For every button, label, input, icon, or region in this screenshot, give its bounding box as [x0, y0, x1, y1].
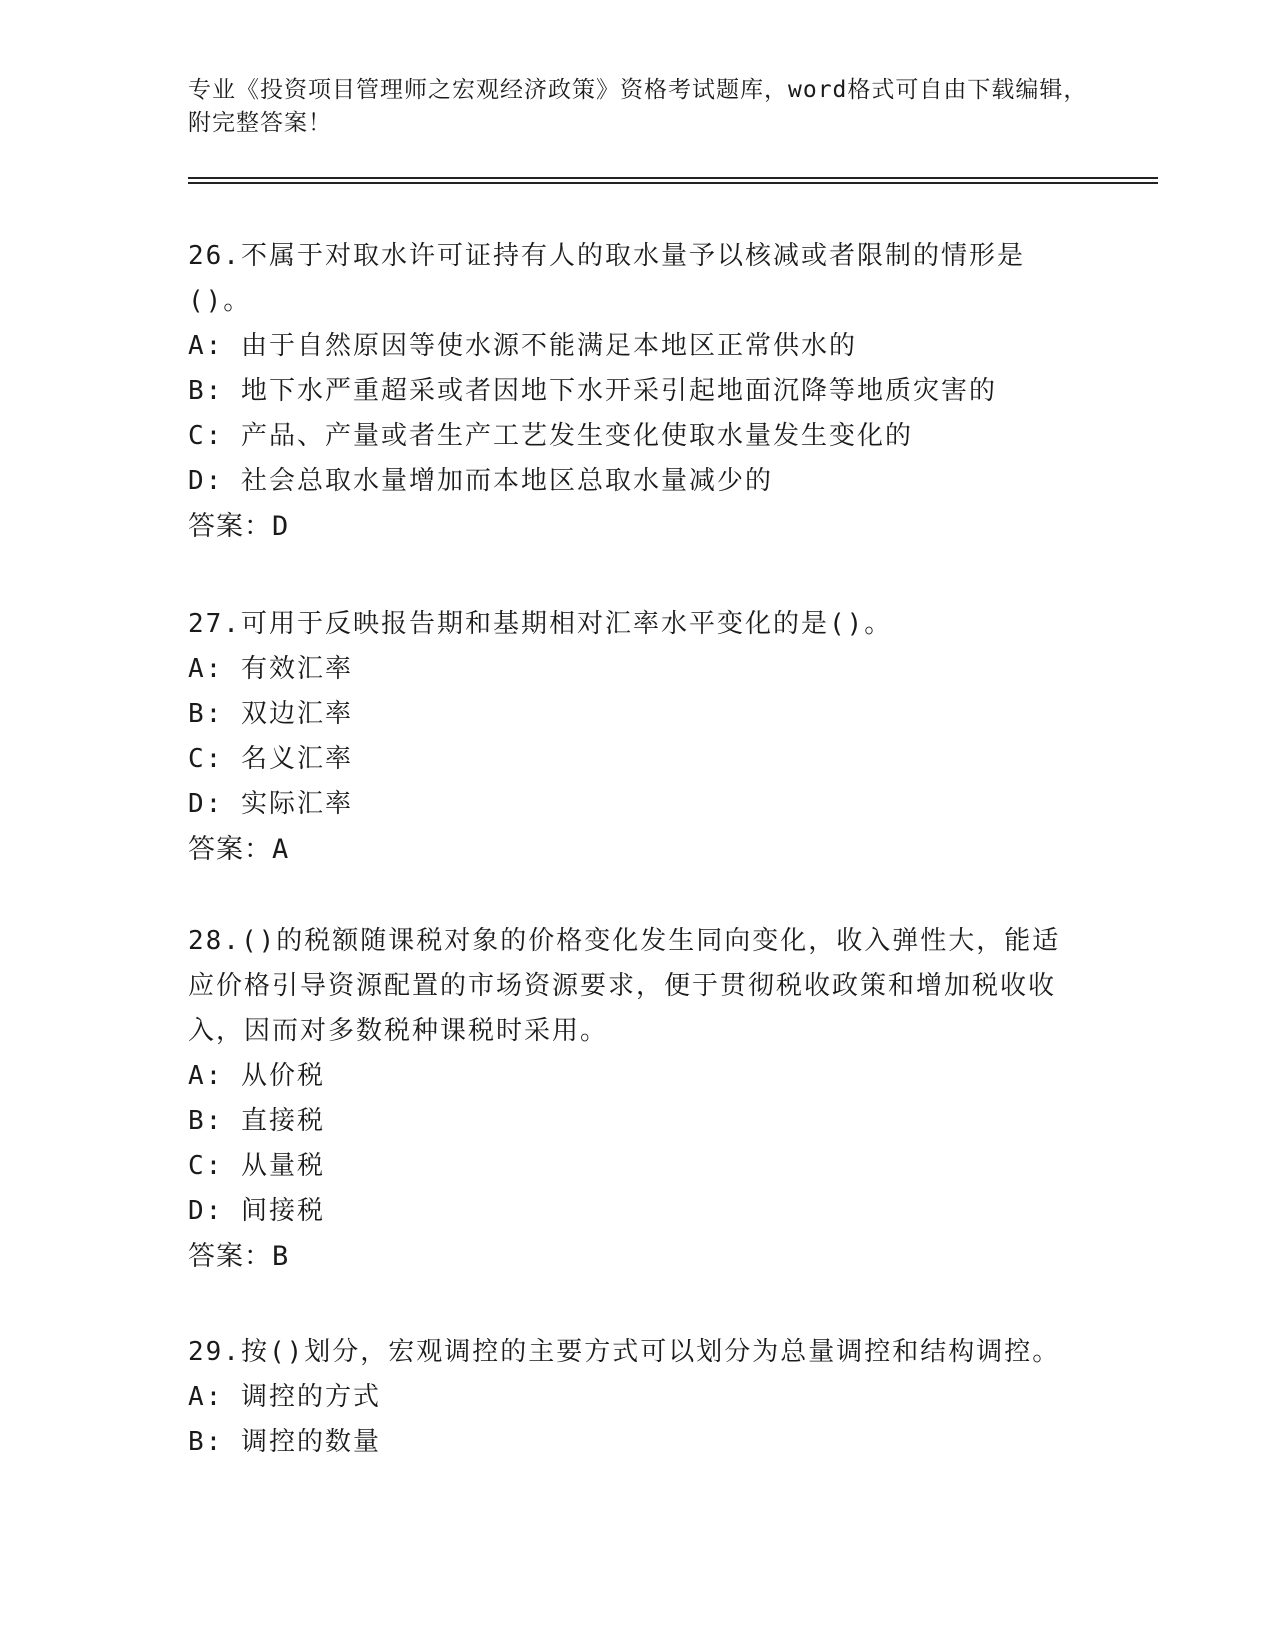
- option-a: A: 调控的方式: [188, 1382, 381, 1412]
- answer-line: [188, 504, 1088, 550]
- option-a: A: 从价税: [188, 1061, 325, 1091]
- option-c: C: 从量税: [188, 1151, 325, 1181]
- question-stem: 28.()的税额随课税对象的价格变化发生同向变化，收入弹性大，能适应价格引导资源配置的市场资源要求，便于贯彻税收政策和增加税收收入，因而对多数税种课税时采用。: [188, 926, 1061, 1046]
- option-b: B: 地下水严重超采或者因地下水开采引起地面沉降等地质灾害的: [188, 376, 997, 406]
- option-a: A: 由于自然原因等使水源不能满足本地区正常供水的: [188, 331, 857, 361]
- option-a: A: 有效汇率: [188, 654, 353, 684]
- header-divider-top: [188, 177, 1158, 179]
- option-d: D: 间接税: [188, 1196, 325, 1226]
- header-divider-bottom: [188, 182, 1158, 184]
- answer-value: D: [272, 511, 290, 542]
- option-c: C: 名义汇率: [188, 744, 353, 774]
- answer-line: [188, 1234, 1088, 1280]
- answer-label: 答案：: [188, 834, 272, 865]
- answer-value: B: [272, 1241, 290, 1272]
- question-28: [188, 919, 1088, 1280]
- question-29: [188, 1330, 1088, 1465]
- option-b: B: 调控的数量: [188, 1427, 381, 1457]
- option-b: B: 双边汇率: [188, 699, 353, 729]
- answer-label: 答案：: [188, 1241, 272, 1272]
- answer-label: 答案：: [188, 511, 272, 542]
- question-stem: 27.可用于反映报告期和基期相对汇率水平变化的是()。: [188, 609, 893, 639]
- option-d: D: 社会总取水量增加而本地区总取水量减少的: [188, 466, 773, 496]
- answer-line: [188, 827, 1088, 873]
- answer-value: A: [272, 834, 290, 865]
- question-27: [188, 602, 1088, 873]
- document-intro: 专业《投资项目管理师之宏观经济政策》资格考试题库，word格式可自由下载编辑，附完整答案！: [188, 77, 1088, 136]
- option-d: D: 实际汇率: [188, 789, 353, 819]
- question-26: [188, 234, 1088, 550]
- option-b: B: 直接税: [188, 1106, 325, 1136]
- question-stem: 29.按()划分，宏观调控的主要方式可以划分为总量调控和结构调控。: [188, 1337, 1061, 1367]
- question-stem: 26.不属于对取水许可证持有人的取水量予以核减或者限制的情形是()。: [188, 241, 1025, 316]
- option-c: C: 产品、产量或者生产工艺发生变化使取水量发生变化的: [188, 421, 913, 451]
